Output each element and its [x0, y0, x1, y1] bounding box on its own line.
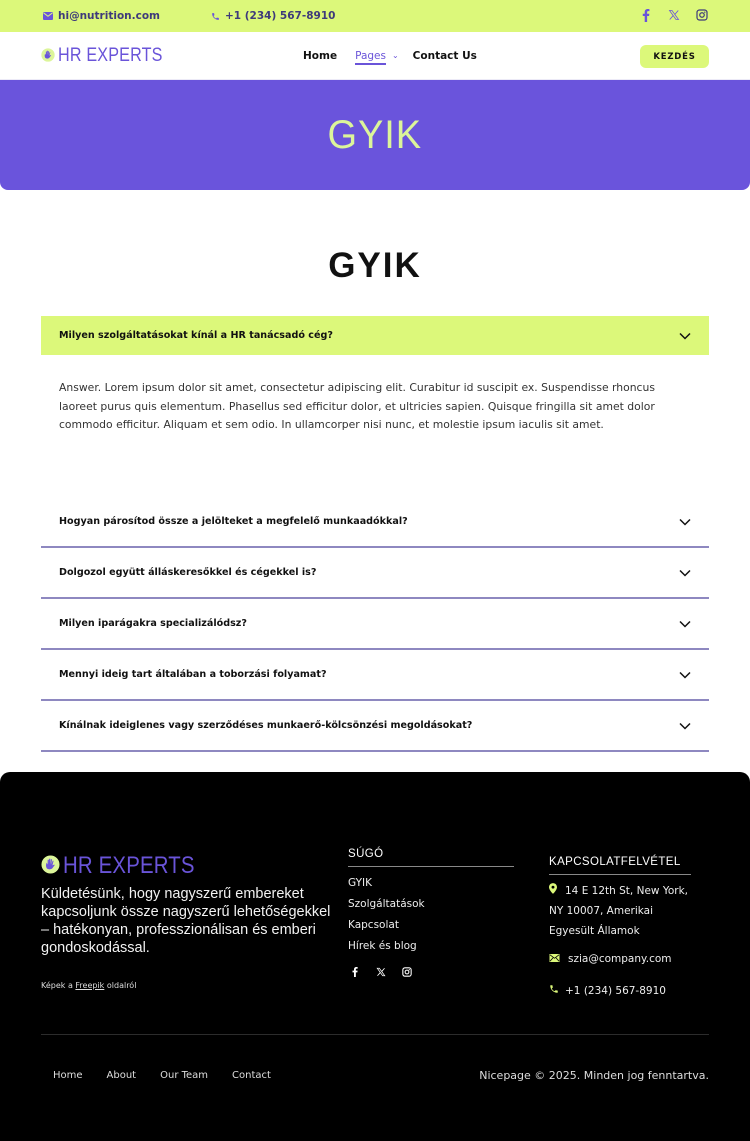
footer-help-column: [348, 848, 514, 979]
footer-logo-text: HR EXPERTS: [63, 852, 195, 879]
credit-prefix: Képek a: [41, 981, 73, 990]
logo-text: HR EXPERTS: [58, 45, 163, 66]
faq-question: Milyen iparágakra specializálódsz?: [59, 618, 247, 629]
phone-icon: [549, 981, 565, 1001]
envelope-icon: [549, 949, 568, 969]
footer-logo[interactable]: [41, 852, 218, 880]
footer-link-services[interactable]: Szolgáltatások: [348, 898, 425, 910]
faq-accordion: [41, 316, 709, 752]
nav-pages[interactable]: Pages: [355, 50, 386, 65]
instagram-icon[interactable]: [695, 8, 709, 22]
topbar-socials: [639, 8, 709, 22]
footer: [0, 772, 750, 1141]
logo[interactable]: [41, 45, 181, 67]
phone-text: +1 (234) 567-8910: [565, 985, 666, 997]
faq-title: GYIK: [328, 246, 422, 285]
footer-nav-home[interactable]: Home: [53, 1070, 83, 1081]
nav-contact-us[interactable]: Contact Us: [412, 50, 477, 62]
footer-socials: [348, 965, 514, 979]
footer-mission: Küldetésünk, hogy nagyszerű embereket kapcsoljunk össze nagyszerű lehetőségekkel – hatékonyan, professzionálisan és emberi gondoskodással.: [41, 886, 331, 956]
footer-link-faq[interactable]: GYIK: [348, 877, 373, 889]
chevron-down-icon[interactable]: [678, 568, 692, 578]
map-pin-icon: [549, 881, 565, 901]
logo-hand-icon: [41, 47, 55, 66]
envelope-icon: [41, 9, 55, 23]
main-nav: [303, 50, 495, 65]
instagram-icon[interactable]: [400, 965, 414, 979]
address-text: 14 E 12th St, New York, NY 10007, Amerikai Egyesült Államok: [549, 885, 689, 937]
top-bar: [0, 0, 750, 32]
email-text: szia@company.com: [568, 953, 672, 965]
topbar-phone-text: +1 (234) 567-8910: [225, 10, 336, 22]
hero-title: GYIK: [327, 112, 423, 157]
copyright: Nicepage © 2025. Minden jog fenntartva.: [479, 1069, 709, 1082]
faq-question: Mennyi ideig tart általában a toborzási folyamat?: [59, 669, 327, 680]
topbar-phone[interactable]: [208, 9, 335, 23]
faq-item[interactable]: [41, 599, 709, 650]
faq-item-open[interactable]: [41, 316, 709, 355]
faq-question: Dolgozol együtt álláskeresőkkel és cégekkel is?: [59, 567, 317, 578]
contact-email[interactable]: [549, 949, 691, 969]
help-links: [348, 873, 514, 957]
faq-item[interactable]: [41, 650, 709, 701]
contact-address: [549, 881, 691, 941]
start-button[interactable]: KEZDÉS: [640, 45, 709, 68]
footer-link-contact[interactable]: Kapcsolat: [348, 919, 399, 931]
chevron-down-icon[interactable]: ⌄: [391, 51, 399, 60]
faq-item[interactable]: [41, 497, 709, 548]
image-credit: [41, 981, 136, 990]
faq-item[interactable]: [41, 548, 709, 599]
footer-contact-column: [549, 856, 691, 1001]
footer-divider: [41, 1034, 709, 1035]
facebook-icon[interactable]: [348, 965, 362, 979]
topbar-email[interactable]: [41, 9, 160, 23]
faq-question: Hogyan párosítod össze a jelölteket a megfelelő munkaadókkal?: [59, 516, 408, 527]
footer-bottom-nav: [53, 1070, 271, 1081]
freepik-link[interactable]: Freepik: [75, 981, 105, 990]
x-icon[interactable]: [667, 8, 681, 22]
faq-item[interactable]: [41, 701, 709, 752]
nav-home[interactable]: Home: [303, 50, 338, 62]
credit-suffix: oldalról: [106, 981, 137, 990]
help-heading: SÚGÓ: [348, 848, 514, 867]
facebook-icon[interactable]: [639, 8, 653, 22]
faq-question: Kínálnak ideiglenes vagy szerződéses munkaerő-kölcsönzési megoldásokat?: [59, 720, 473, 731]
logo-hand-icon: [41, 855, 60, 878]
chevron-down-icon[interactable]: [678, 619, 692, 629]
hero-banner: [0, 80, 750, 190]
topbar-email-text: hi@nutrition.com: [58, 10, 160, 22]
chevron-down-icon[interactable]: [678, 517, 692, 527]
navbar: [0, 32, 750, 80]
footer-link-news-blog[interactable]: Hírek és blog: [348, 940, 417, 952]
contact-heading: KAPCSOLATFELVÉTEL: [549, 856, 691, 875]
footer-nav-our-team[interactable]: Our Team: [160, 1070, 209, 1081]
chevron-down-icon[interactable]: [678, 670, 692, 680]
faq-answer: Answer. Lorem ipsum dolor sit amet, consectetur adipiscing elit. Curabitur id suscipit ex. Suspendisse rhoncus laoreet purus quis elementum. Phasellus sed efficitur dolor, et ultricies sapien. Quisque fringilla sit amet dolor commodo efficitur. Aliquam et sem odio. In ullamcorper nisi nunc, et molestie ipsum iaculis sit amet.: [59, 381, 655, 431]
faq-question: Milyen szolgáltatásokat kínál a HR tanácsadó cég?: [59, 330, 333, 341]
footer-nav-about[interactable]: About: [106, 1070, 137, 1081]
x-icon[interactable]: [374, 965, 388, 979]
footer-nav-contact[interactable]: Contact: [232, 1070, 271, 1081]
contact-phone[interactable]: [549, 981, 691, 1001]
chevron-down-icon[interactable]: [678, 721, 692, 731]
phone-icon: [208, 9, 222, 23]
chevron-down-icon[interactable]: [678, 331, 692, 341]
